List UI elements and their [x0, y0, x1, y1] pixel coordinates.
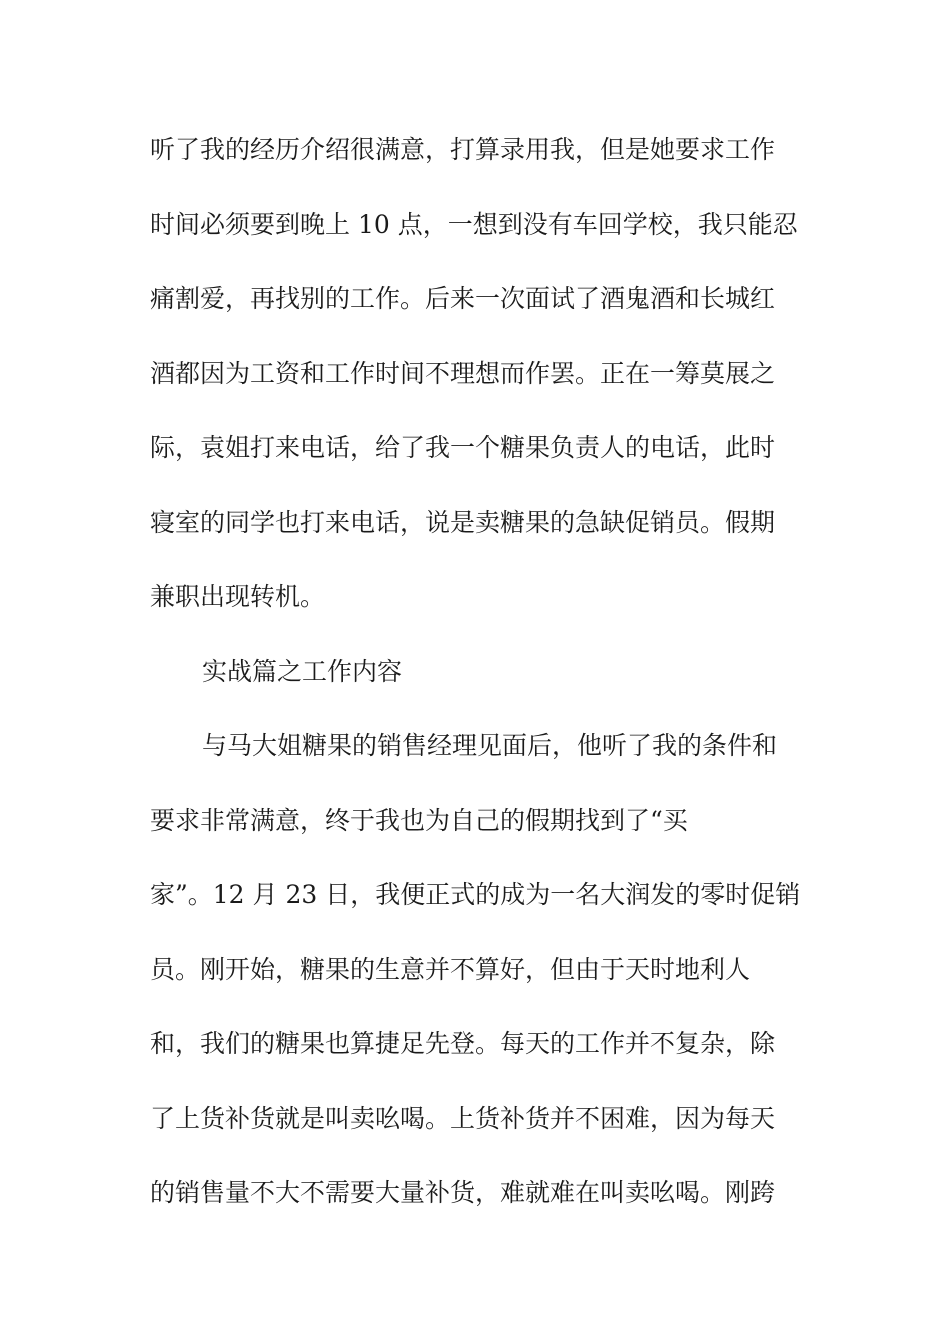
text-line: 员。刚开始，糖果的生意并不算好，但由于天时地利人 [150, 954, 751, 984]
text-line: 要求非常满意，终于我也为自己的假期找到了“买 [150, 805, 688, 835]
text-line: 与马大姐糖果的销售经理见面后，他听了我的条件和 [202, 731, 778, 760]
text-line: 和，我们的糖果也算捷足先登。每天的工作并不复杂，除 [150, 1029, 776, 1058]
text-line: 际，袁姐打来电话，给了我一个糖果负责人的电话，此时 [150, 433, 776, 462]
text-line: 了上货补货就是叫卖吆喝。上货补货并不困难，因为每天 [150, 1103, 776, 1133]
text-line: 痛割爱，再找别的工作。后来一次面试了酒鬼酒和长城红 [150, 284, 776, 313]
text-line: 酒都因为工资和工作时间不理想而作罢。正在一筹莫展之 [150, 358, 776, 388]
text-line: 兼职出现转机。 [150, 582, 326, 611]
text-line: 听了我的经历介绍很满意，打算录用我，但是她要求工作 [150, 135, 776, 164]
section-heading: 实战篇之工作内容 [202, 656, 403, 686]
text-line: 寝室的同学也打来电话，说是卖糖果的急缺促销员。假期 [150, 507, 776, 537]
document-body [150, 124, 810, 1242]
text-line: 的销售量不大不需要大量补货，难就难在叫卖吆喝。刚跨 [150, 1178, 776, 1207]
text-line: 家”。12 月 23 日，我便正式的成为一名大润发的零时促销 [150, 880, 801, 909]
text-line: 时间必须要到晚上 10 点，一想到没有车回学校，我只能忍 [150, 209, 798, 239]
